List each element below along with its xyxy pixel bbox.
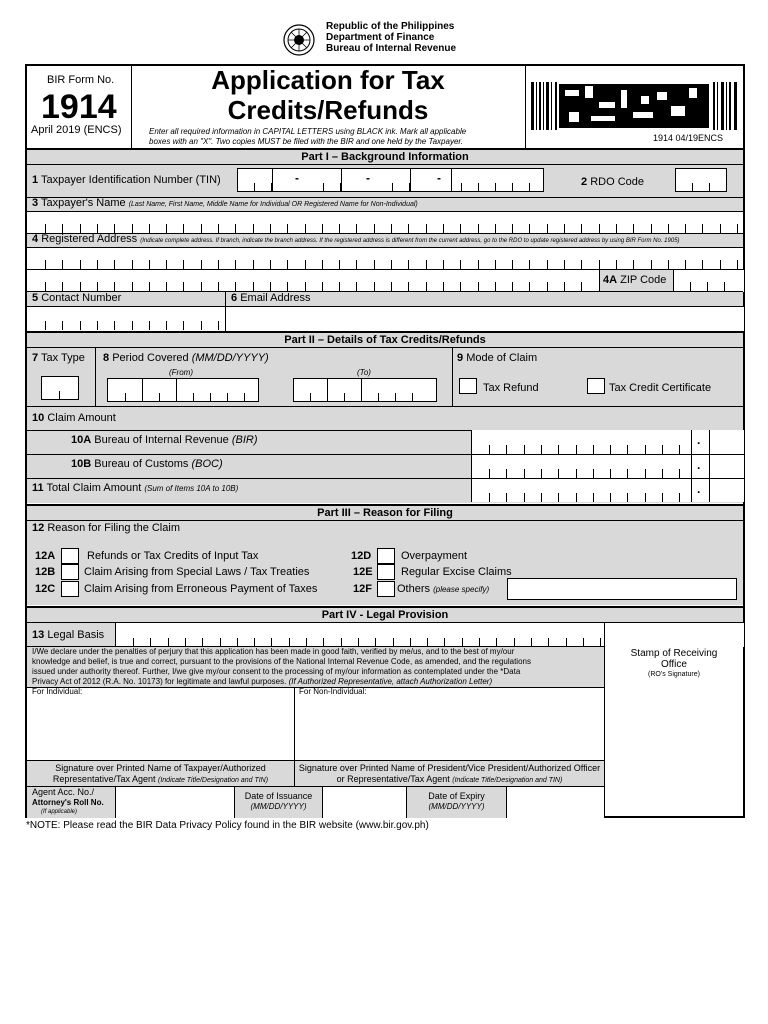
tin-dash-2: -: [366, 171, 370, 185]
reason-12e-code: 12E: [353, 566, 373, 578]
date-issuance-input[interactable]: [323, 787, 406, 818]
legal-basis-label: 13 Legal Basis: [32, 629, 105, 641]
period-label: 8 Period Covered (MM/DD/YYYY): [103, 352, 269, 364]
date-issuance-label: Date of Issuance: [244, 791, 313, 801]
form-number: 1914: [41, 88, 117, 126]
reason-12a-code: 12A: [35, 550, 56, 562]
tax-refund-label: Tax Refund: [483, 382, 539, 394]
reason-12c-label: Claim Arising from Erroneous Payment of Taxes: [84, 583, 318, 595]
attorney-roll-label: Attorney's Roll No.: [32, 798, 104, 807]
tin-dash-1: -: [295, 171, 299, 185]
declaration-line1: I/We declare under the penalties of perjury that this application has been made in good faith, verified by me/us, and to the best of my/our: [32, 647, 515, 656]
email-input[interactable]: [225, 306, 744, 331]
taxtype-label: 7 Tax Type: [32, 352, 85, 364]
boc-decimal: .: [697, 458, 701, 472]
form-title-line2: Credits/Refunds: [227, 95, 429, 125]
address-label: 4 Registered Address (Indicate complete address. If branch, indicate the branch address. If the registered address is different from the current address, go to the RDO to update registered address by using BIR Form No. 1905): [32, 233, 680, 245]
email-label: 6 Email Address: [231, 292, 311, 304]
reason-12a-label: Refunds or Tax Credits of Input Tax: [87, 550, 259, 562]
tax-credit-cert-checkbox[interactable]: [587, 378, 605, 394]
form-label: BIR Form No.: [47, 74, 115, 86]
stamp-label-2: Office: [661, 659, 687, 670]
mode-label: 9 Mode of Claim: [457, 352, 538, 364]
reason-12f-checkbox[interactable]: [377, 581, 395, 597]
reason-12d-label: Overpayment: [401, 550, 468, 562]
tin-label: 1 Taxpayer Identification Number (TIN): [32, 174, 221, 186]
date-expiry-format: (MM/DD/YYYY): [428, 802, 485, 811]
barcode: [529, 82, 741, 130]
date-expiry-label: Date of Expiry: [428, 791, 485, 801]
others-specify-input[interactable]: [507, 578, 737, 600]
contact-label: 5 Contact Number: [32, 292, 122, 304]
bir-form-1914: [25, 64, 745, 818]
instructions-line2: boxes with an "X". Two copies MUST be filed with the BIR and one held by the Taxpayer.: [149, 137, 463, 146]
stamp-hint: (RO's Signature): [648, 671, 700, 678]
total-claim-label: 11 Total Claim Amount (Sum of Items 10A to 10B): [32, 482, 239, 494]
claim-amount-label: 10 Claim Amount: [32, 412, 116, 424]
name-label: 3 Taxpayer's Name (Last Name, First Name, Middle Name for Individual OR Registered Name for Non-Individual): [32, 197, 418, 209]
declaration-line4: Privacy Act of 2012 (R.A. No. 10173) for legitimate and lawful purposes. (If Authorized Representative, attach Authorization Letter): [32, 677, 493, 686]
agency-dof: Department of Finance: [326, 32, 435, 43]
form-version: April 2019 (ENCS): [31, 124, 122, 136]
tax-credit-cert-label: Tax Credit Certificate: [609, 382, 712, 394]
rdo-label: 2 RDO Code: [581, 176, 644, 188]
zip-label: 4A ZIP Code: [603, 274, 667, 286]
form-title-line1: Application for Tax: [211, 65, 445, 95]
for-individual-label: For Individual:: [32, 687, 83, 696]
reason-12b-code: 12B: [35, 566, 56, 578]
reason-12a-checkbox[interactable]: [61, 548, 79, 564]
part4-title: Part IV - Legal Provision: [27, 606, 743, 623]
reason-12e-checkbox[interactable]: [377, 564, 395, 580]
declaration-line2: knowledge and belief, is true and correct, pursuant to the provisions of the National Internal Revenue Code, as amended, and the regulations: [32, 657, 531, 666]
agent-acc-label: Agent Acc. No./: [32, 787, 95, 797]
barcode-code: 1914 04/19ENCS: [653, 133, 724, 143]
reason-12e-label: Regular Excise Claims: [401, 566, 512, 578]
agent-acc-input[interactable]: [116, 787, 234, 818]
reason-12f-code: 12F: [353, 583, 372, 595]
sig-individual-line1: Signature over Printed Name of Taxpayer/Authorized: [55, 763, 266, 773]
period-from-label: (From): [169, 368, 193, 377]
stamp-label-1: Stamp of Receiving: [630, 648, 718, 659]
sig-nonindividual-line2: or Representative/Tax Agent (Indicate Title/Designation and TIN): [336, 774, 563, 784]
declaration-line3: issued under authority thereof. Further, I/we give my/our consent to the processing of my/our information as contemplated under the *Data: [32, 667, 521, 676]
bir-claim-label: 10A Bureau of Internal Revenue (BIR): [71, 434, 258, 446]
bir-seal: [281, 24, 317, 56]
footer-note: *NOTE: Please read the BIR Data Privacy Policy found in the BIR website (www.bir.gov.ph): [26, 820, 429, 831]
part2-title: Part II – Details of Tax Credits/Refunds: [27, 331, 743, 348]
sig-nonindividual-line1: Signature over Printed Name of President/Vice President/Authorized Officer: [298, 763, 601, 773]
part1-title: Part I – Background Information: [27, 148, 743, 165]
tax-refund-checkbox[interactable]: [459, 378, 477, 394]
sig-individual-line2: Representative/Tax Agent (Indicate Title/Designation and TIN): [52, 774, 269, 784]
reason-12d-code: 12D: [351, 550, 372, 562]
reason-12f-label: Others (please specify): [397, 583, 490, 595]
for-nonindividual-label: For Non-Individual:: [299, 687, 367, 696]
bir-decimal: .: [697, 433, 701, 447]
reason-12c-checkbox[interactable]: [61, 581, 79, 597]
instructions-line1: Enter all required information in CAPITAL LETTERS using BLACK ink. Mark all applicable: [149, 127, 467, 136]
agency-republic: Republic of the Philippines: [326, 21, 455, 32]
reason-12c-code: 12C: [35, 583, 56, 595]
agency-bir: Bureau of Internal Revenue: [326, 43, 457, 54]
reason-12b-checkbox[interactable]: [61, 564, 79, 580]
tin-dash-3: -: [437, 171, 441, 185]
date-expiry-input[interactable]: [507, 787, 604, 818]
agent-hint: (If applicable): [41, 809, 78, 815]
individual-signature-area[interactable]: [27, 698, 294, 760]
part3-title: Part III – Reason for Filing: [27, 504, 743, 521]
reason-12d-checkbox[interactable]: [377, 548, 395, 564]
reason-label: 12 Reason for Filing the Claim: [32, 522, 180, 534]
nonindividual-signature-area[interactable]: [295, 698, 604, 760]
date-issuance-format: (MM/DD/YYYY): [250, 802, 307, 811]
boc-claim-label: 10B Bureau of Customs (BOC): [71, 458, 223, 470]
period-to-label: (To): [357, 368, 371, 377]
total-decimal: .: [697, 482, 701, 496]
reason-12b-label: Claim Arising from Special Laws / Tax Treaties: [84, 566, 310, 578]
